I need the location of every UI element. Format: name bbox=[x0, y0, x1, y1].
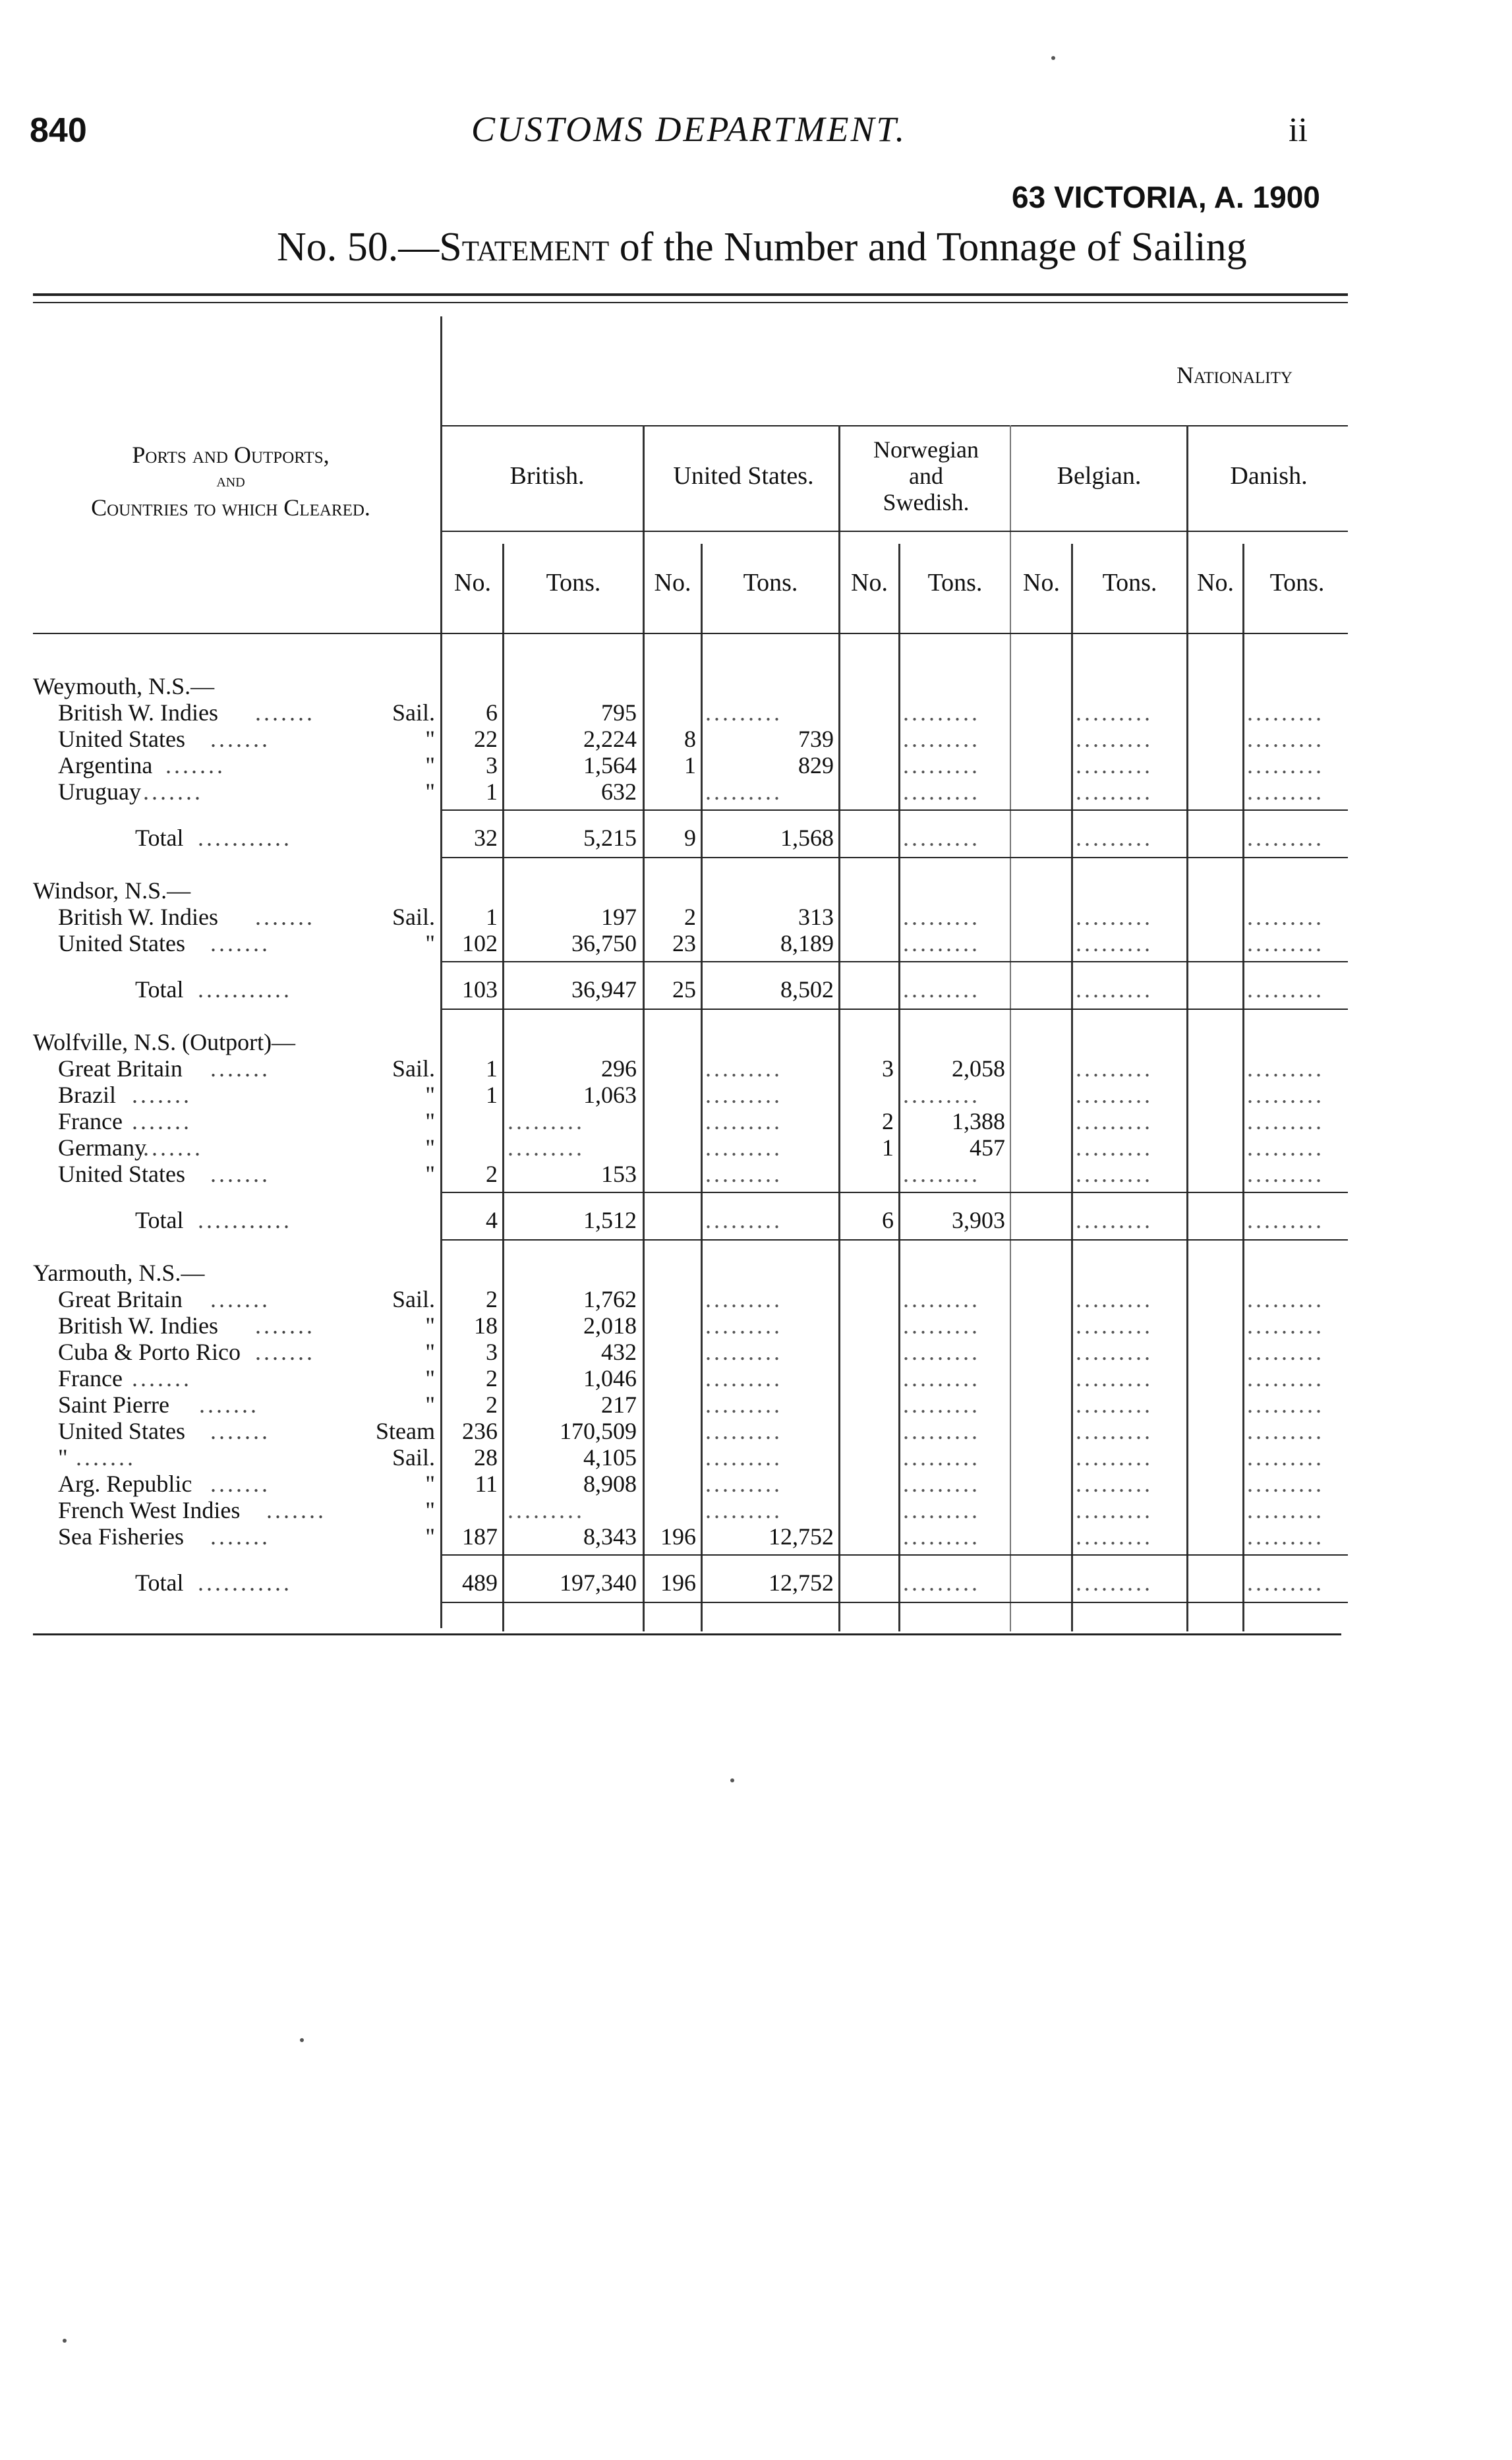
dot-leader: ......... bbox=[1076, 1365, 1153, 1391]
cell-tons: 153 bbox=[601, 1161, 637, 1187]
cell-no: 2 bbox=[882, 1108, 894, 1134]
cell-no: 2 bbox=[486, 1286, 498, 1312]
dot-leader: ....... bbox=[132, 1365, 192, 1391]
destination-label: United States bbox=[58, 930, 185, 956]
cell-no: 6 bbox=[486, 699, 498, 726]
port-heading: Yarmouth, N.S.— bbox=[33, 1260, 205, 1286]
cell-tons: 313 bbox=[798, 904, 834, 930]
cell-tons: 632 bbox=[601, 778, 637, 805]
cell-no: 3 bbox=[486, 1339, 498, 1365]
cell-no: 25 bbox=[672, 976, 696, 1003]
dot-leader: ......... bbox=[1247, 699, 1324, 726]
col-divider-nor bbox=[838, 425, 840, 1631]
dot-leader: ......... bbox=[1247, 1161, 1324, 1187]
cell-no: 4 bbox=[486, 1207, 498, 1233]
total-rule bbox=[442, 1602, 1348, 1603]
cell-tons: 2,224 bbox=[583, 726, 637, 752]
dot-leader: ......... bbox=[705, 1471, 782, 1497]
cell-tons: 1,564 bbox=[583, 752, 637, 778]
dot-leader: ......... bbox=[705, 1286, 782, 1312]
dot-leader: ......... bbox=[1247, 1471, 1324, 1497]
rig-type: " bbox=[425, 1082, 435, 1108]
rig-type: " bbox=[425, 778, 435, 805]
dot-leader: ......... bbox=[1247, 1523, 1324, 1550]
dot-leader: ......... bbox=[1076, 1134, 1153, 1161]
destination-label: British W. Indies bbox=[58, 699, 219, 726]
destination-label: Germany bbox=[58, 1134, 146, 1161]
cell-tons: 170,509 bbox=[560, 1418, 637, 1444]
col-divider-us bbox=[643, 425, 645, 1631]
dot-leader: ......... bbox=[903, 1471, 980, 1497]
dot-leader: ......... bbox=[705, 1339, 782, 1365]
subtotal-rule bbox=[442, 961, 1348, 962]
cell-tons: 1,388 bbox=[952, 1108, 1005, 1134]
dot-leader: ......... bbox=[1076, 904, 1153, 930]
dot-leader: ......... bbox=[903, 726, 980, 752]
cell-tons: 795 bbox=[601, 699, 637, 726]
destination-label: Brazil bbox=[58, 1082, 116, 1108]
stub-heading-line2: and bbox=[216, 471, 245, 491]
col-divider-dan bbox=[1186, 425, 1188, 1631]
subtotal-rule bbox=[442, 1554, 1348, 1556]
destination-label: " bbox=[58, 1444, 68, 1471]
dot-leader: ......... bbox=[1247, 1365, 1324, 1391]
cell-no: 9 bbox=[684, 825, 696, 851]
cell-no: 1 bbox=[684, 752, 696, 778]
nation-norwegian-swedish bbox=[844, 436, 1008, 515]
dot-leader: ......... bbox=[903, 1569, 980, 1596]
title-prefix: No. 50.— bbox=[277, 225, 440, 270]
cell-tons: 2,058 bbox=[952, 1055, 1005, 1082]
destination-label: Saint Pierre bbox=[58, 1391, 169, 1418]
destination-label: Cuba & Porto Rico bbox=[58, 1339, 241, 1365]
dot-leader: ......... bbox=[705, 1082, 782, 1108]
dot-leader: ......... bbox=[705, 1312, 782, 1339]
destination-label: Arg. Republic bbox=[58, 1471, 192, 1497]
sub-no: No. bbox=[1197, 569, 1234, 597]
title-keyword: Statement bbox=[439, 225, 610, 270]
dot-leader: ......... bbox=[903, 976, 980, 1003]
dot-leader: ......... bbox=[1247, 904, 1324, 930]
rig-type: Steam bbox=[376, 1418, 435, 1444]
cell-no: 18 bbox=[474, 1312, 498, 1339]
destination-label: United States bbox=[58, 1418, 185, 1444]
dot-leader: ........... bbox=[198, 1569, 292, 1596]
destination-label: United States bbox=[58, 726, 185, 752]
cell-no: 22 bbox=[474, 726, 498, 752]
sub-no: No. bbox=[654, 569, 691, 597]
dot-leader: ......... bbox=[1076, 699, 1153, 726]
dot-leader: ......... bbox=[1076, 1523, 1153, 1550]
cell-tons: 4,105 bbox=[583, 1444, 637, 1471]
sub-divider-3 bbox=[898, 544, 900, 1631]
dot-leader: ......... bbox=[1247, 1108, 1324, 1134]
dot-leader: ......... bbox=[903, 1497, 980, 1523]
col-divider-bel bbox=[1010, 425, 1011, 1631]
dot-leader: ....... bbox=[210, 930, 270, 956]
dot-leader: ......... bbox=[1247, 976, 1324, 1003]
dot-leader: ......... bbox=[1076, 1444, 1153, 1471]
dot-leader: ......... bbox=[508, 1108, 585, 1134]
dot-leader: ......... bbox=[1247, 778, 1324, 805]
cell-tons: 3,903 bbox=[952, 1207, 1005, 1233]
destination-label: British W. Indies bbox=[58, 1312, 219, 1339]
port-heading: Weymouth, N.S.— bbox=[33, 673, 215, 699]
total-label: Total bbox=[135, 825, 184, 851]
dot-leader: ......... bbox=[1247, 1055, 1324, 1082]
dot-leader: ......... bbox=[1076, 1108, 1153, 1134]
stub-heading-line3: Countries to which Cleared. bbox=[91, 494, 370, 521]
dot-leader: ......... bbox=[1076, 1339, 1153, 1365]
dot-leader: ....... bbox=[210, 1161, 270, 1187]
dot-leader: ......... bbox=[1247, 1418, 1324, 1444]
rig-type: Sail. bbox=[392, 1444, 435, 1471]
cell-tons: 457 bbox=[970, 1134, 1005, 1161]
dot-leader: ....... bbox=[255, 699, 315, 726]
cell-no: 196 bbox=[660, 1523, 696, 1550]
dot-leader: ......... bbox=[705, 1418, 782, 1444]
cell-tons: 8,343 bbox=[583, 1523, 637, 1550]
nation-danish: Danish. bbox=[1230, 462, 1308, 490]
rig-type: Sail. bbox=[392, 699, 435, 726]
dot-leader: ......... bbox=[903, 1161, 980, 1187]
destination-label: French West Indies bbox=[58, 1497, 241, 1523]
dot-leader: ......... bbox=[1076, 1161, 1153, 1187]
cell-no: 11 bbox=[475, 1471, 498, 1497]
nation-british: British. bbox=[509, 462, 585, 490]
destination-label: British W. Indies bbox=[58, 904, 219, 930]
dot-leader: ......... bbox=[1076, 1082, 1153, 1108]
rig-type: Sail. bbox=[392, 1055, 435, 1082]
cell-no: 8 bbox=[684, 726, 696, 752]
cell-tons: 217 bbox=[601, 1391, 637, 1418]
rig-type: Sail. bbox=[392, 1286, 435, 1312]
dot-leader: ......... bbox=[903, 1365, 980, 1391]
nationality-rule bbox=[442, 425, 1348, 426]
page-number: 840 bbox=[30, 111, 87, 150]
nor-line3: Swedish. bbox=[883, 489, 970, 515]
cell-tons: 197 bbox=[601, 904, 637, 930]
header-bottom-rule bbox=[33, 633, 1348, 634]
rig-type: " bbox=[425, 1523, 435, 1550]
rig-type: " bbox=[425, 726, 435, 752]
dot-leader: ......... bbox=[1076, 825, 1153, 851]
port-heading: Windsor, N.S.— bbox=[33, 877, 191, 904]
scan-mark bbox=[63, 2339, 67, 2343]
scan-mark bbox=[1051, 56, 1055, 60]
cell-no: 1 bbox=[486, 904, 498, 930]
dot-leader: ........... bbox=[198, 825, 292, 851]
dot-leader: ......... bbox=[1247, 1497, 1324, 1523]
dot-leader: ......... bbox=[1247, 1444, 1324, 1471]
cell-no: 32 bbox=[474, 825, 498, 851]
dot-leader: ......... bbox=[1076, 1471, 1153, 1497]
dot-leader: ......... bbox=[1247, 825, 1324, 851]
scan-mark bbox=[300, 2038, 304, 2042]
nor-line2: and bbox=[909, 463, 943, 489]
dot-leader: ......... bbox=[1076, 1391, 1153, 1418]
sub-divider-4 bbox=[1071, 544, 1073, 1631]
cell-tons: 739 bbox=[798, 726, 834, 752]
dot-leader: ......... bbox=[903, 825, 980, 851]
nation-rule bbox=[442, 531, 1348, 532]
sub-tons: Tons. bbox=[743, 569, 798, 597]
dot-leader: ......... bbox=[1076, 1207, 1153, 1233]
dot-leader: ......... bbox=[705, 1055, 782, 1082]
dot-leader: ....... bbox=[132, 1108, 192, 1134]
destination-label: Great Britain bbox=[58, 1055, 183, 1082]
dot-leader: ....... bbox=[199, 1391, 259, 1418]
destination-label: Great Britain bbox=[58, 1286, 183, 1312]
sub-tons: Tons. bbox=[546, 569, 601, 597]
total-label: Total bbox=[135, 976, 184, 1003]
cell-tons: 296 bbox=[601, 1055, 637, 1082]
dot-leader: ......... bbox=[903, 1339, 980, 1365]
dot-leader: ........... bbox=[198, 976, 292, 1003]
cell-tons: 36,750 bbox=[571, 930, 637, 956]
cell-no: 102 bbox=[462, 930, 498, 956]
dot-leader: ......... bbox=[903, 930, 980, 956]
dot-leader: ......... bbox=[903, 1312, 980, 1339]
dot-leader: ......... bbox=[903, 1082, 980, 1108]
sub-tons: Tons. bbox=[1269, 569, 1325, 597]
cell-no: 2 bbox=[684, 904, 696, 930]
rig-type: Sail. bbox=[392, 904, 435, 930]
cell-tons: 1,568 bbox=[780, 825, 834, 851]
dot-leader: ......... bbox=[705, 1391, 782, 1418]
nation-belgian: Belgian. bbox=[1057, 462, 1142, 490]
cell-tons: 2,018 bbox=[583, 1312, 637, 1339]
dot-leader: ......... bbox=[705, 1108, 782, 1134]
dot-leader: ......... bbox=[705, 1134, 782, 1161]
nation-united-states: United States. bbox=[673, 462, 814, 490]
dot-leader: ......... bbox=[705, 1365, 782, 1391]
dot-leader: ......... bbox=[705, 1207, 782, 1233]
dot-leader: ....... bbox=[266, 1497, 326, 1523]
rig-type: " bbox=[425, 930, 435, 956]
cell-tons: 1,046 bbox=[583, 1365, 637, 1391]
dot-leader: ......... bbox=[508, 1497, 585, 1523]
cell-no: 489 bbox=[462, 1569, 498, 1596]
stub-heading-line1: Ports and Outports, bbox=[132, 442, 330, 468]
rig-type: " bbox=[425, 1339, 435, 1365]
rig-type: " bbox=[425, 1134, 435, 1161]
sub-divider-5 bbox=[1242, 544, 1244, 1631]
dot-leader: ......... bbox=[903, 778, 980, 805]
subtotal-rule bbox=[442, 1192, 1348, 1193]
cell-no: 23 bbox=[672, 930, 696, 956]
cell-no: 1 bbox=[486, 1082, 498, 1108]
destination-label: Uruguay bbox=[58, 778, 141, 805]
stub-heading bbox=[26, 442, 435, 521]
dot-leader: ....... bbox=[255, 1339, 315, 1365]
total-rule bbox=[442, 1009, 1348, 1010]
cell-no: 196 bbox=[660, 1569, 696, 1596]
cell-tons: 5,215 bbox=[583, 825, 637, 851]
dot-leader: ....... bbox=[255, 904, 315, 930]
cell-no: 28 bbox=[474, 1444, 498, 1471]
cell-tons: 12,752 bbox=[769, 1569, 834, 1596]
dot-leader: ......... bbox=[508, 1134, 585, 1161]
dot-leader: ......... bbox=[1247, 1569, 1324, 1596]
port-heading: Wolfville, N.S. (Outport)— bbox=[33, 1029, 296, 1055]
dot-leader: ....... bbox=[132, 1082, 192, 1108]
dot-leader: ......... bbox=[1076, 1418, 1153, 1444]
volume-number: ii bbox=[1289, 111, 1308, 149]
dot-leader: ......... bbox=[1247, 1391, 1324, 1418]
dot-leader: ......... bbox=[903, 1391, 980, 1418]
dot-leader: ....... bbox=[210, 1055, 270, 1082]
dot-leader: ....... bbox=[143, 1134, 203, 1161]
cell-no: 2 bbox=[486, 1391, 498, 1418]
dot-leader: ......... bbox=[705, 778, 782, 805]
cell-no: 1 bbox=[486, 778, 498, 805]
destination-label: Argentina bbox=[58, 752, 153, 778]
dot-leader: ......... bbox=[903, 1286, 980, 1312]
dot-leader: ......... bbox=[1076, 930, 1153, 956]
dot-leader: ......... bbox=[1247, 1339, 1324, 1365]
destination-label: France bbox=[58, 1365, 123, 1391]
dot-leader: ......... bbox=[903, 699, 980, 726]
session-label: 63 VICTORIA, A. 1900 bbox=[1012, 180, 1320, 214]
subtotal-rule bbox=[442, 809, 1348, 811]
dot-leader: ....... bbox=[210, 1471, 270, 1497]
dot-leader: ......... bbox=[1076, 1569, 1153, 1596]
sub-divider-2 bbox=[701, 544, 703, 1631]
cell-no: 236 bbox=[462, 1418, 498, 1444]
rig-type: " bbox=[425, 1391, 435, 1418]
cell-tons: 8,502 bbox=[780, 976, 834, 1003]
nationality-heading: Nationality bbox=[1177, 362, 1293, 388]
dot-leader: ......... bbox=[1076, 778, 1153, 805]
dot-leader: ......... bbox=[1076, 976, 1153, 1003]
dot-leader: ......... bbox=[705, 699, 782, 726]
sub-no: No. bbox=[454, 569, 491, 597]
sub-no: No. bbox=[851, 569, 888, 597]
sub-divider-1 bbox=[502, 544, 504, 1631]
cell-no: 3 bbox=[486, 752, 498, 778]
dot-leader: ....... bbox=[255, 1312, 315, 1339]
dot-leader: ......... bbox=[1076, 1312, 1153, 1339]
dot-leader: ......... bbox=[903, 1444, 980, 1471]
dot-leader: ......... bbox=[1247, 752, 1324, 778]
dot-leader: ......... bbox=[903, 752, 980, 778]
title-rest: of the Number and Tonnage of Sailing bbox=[609, 225, 1247, 270]
dot-leader: ......... bbox=[1247, 930, 1324, 956]
destination-label: Sea Fisheries bbox=[58, 1523, 184, 1550]
rig-type: " bbox=[425, 1471, 435, 1497]
cell-no: 2 bbox=[486, 1161, 498, 1187]
rig-type: " bbox=[425, 1497, 435, 1523]
total-rule bbox=[442, 857, 1348, 858]
total-label: Total bbox=[135, 1207, 184, 1233]
dot-leader: ........... bbox=[198, 1207, 292, 1233]
cell-tons: 829 bbox=[798, 752, 834, 778]
sub-tons: Tons. bbox=[927, 569, 983, 597]
dot-leader: ....... bbox=[76, 1444, 136, 1471]
destination-label: United States bbox=[58, 1161, 185, 1187]
running-head: CUSTOMS DEPARTMENT. bbox=[471, 109, 907, 149]
dot-leader: ....... bbox=[143, 778, 203, 805]
sub-tons: Tons. bbox=[1102, 569, 1157, 597]
cell-no: 103 bbox=[462, 976, 498, 1003]
dot-leader: ......... bbox=[1247, 726, 1324, 752]
dot-leader: ......... bbox=[1076, 726, 1153, 752]
cell-tons: 1,063 bbox=[583, 1082, 637, 1108]
rig-type: " bbox=[425, 1365, 435, 1391]
dot-leader: ......... bbox=[705, 1497, 782, 1523]
dot-leader: ......... bbox=[1247, 1207, 1324, 1233]
cell-tons: 1,762 bbox=[583, 1286, 637, 1312]
cell-no: 1 bbox=[486, 1055, 498, 1082]
stub-divider bbox=[440, 316, 442, 1628]
dot-leader: ......... bbox=[903, 1523, 980, 1550]
cell-tons: 197,340 bbox=[560, 1569, 637, 1596]
cell-tons: 36,947 bbox=[571, 976, 637, 1003]
cell-no: 3 bbox=[882, 1055, 894, 1082]
dot-leader: ......... bbox=[705, 1161, 782, 1187]
dot-leader: ......... bbox=[1247, 1134, 1324, 1161]
dot-leader: ....... bbox=[165, 752, 225, 778]
cell-no: 187 bbox=[462, 1523, 498, 1550]
dot-leader: ....... bbox=[210, 1286, 270, 1312]
dot-leader: ....... bbox=[210, 1523, 270, 1550]
total-label: Total bbox=[135, 1569, 184, 1596]
cell-no: 1 bbox=[882, 1134, 894, 1161]
dot-leader: ......... bbox=[1247, 1312, 1324, 1339]
cell-tons: 12,752 bbox=[769, 1523, 834, 1550]
total-rule bbox=[442, 1239, 1348, 1241]
rig-type: " bbox=[425, 1312, 435, 1339]
dot-leader: ....... bbox=[210, 1418, 270, 1444]
cell-tons: 8,189 bbox=[780, 930, 834, 956]
dot-leader: ......... bbox=[903, 904, 980, 930]
cell-tons: 432 bbox=[601, 1339, 637, 1365]
dot-leader: ....... bbox=[210, 726, 270, 752]
scan-mark bbox=[730, 1778, 734, 1782]
sub-no: No. bbox=[1023, 569, 1060, 597]
destination-label: France bbox=[58, 1108, 123, 1134]
dot-leader: ......... bbox=[1076, 1497, 1153, 1523]
rig-type: " bbox=[425, 752, 435, 778]
dot-leader: ......... bbox=[1247, 1082, 1324, 1108]
rig-type: " bbox=[425, 1108, 435, 1134]
nor-line1: Norwegian bbox=[873, 436, 979, 463]
cell-no: 2 bbox=[486, 1365, 498, 1391]
bottom-rule bbox=[33, 1633, 1341, 1635]
dot-leader: ......... bbox=[1076, 1286, 1153, 1312]
dot-leader: ......... bbox=[1076, 1055, 1153, 1082]
cell-no: 6 bbox=[882, 1207, 894, 1233]
rig-type: " bbox=[425, 1161, 435, 1187]
cell-tons: 1,512 bbox=[583, 1207, 637, 1233]
cell-tons: 8,908 bbox=[583, 1471, 637, 1497]
dot-leader: ......... bbox=[1247, 1286, 1324, 1312]
dot-leader: ......... bbox=[903, 1418, 980, 1444]
dot-leader: ......... bbox=[1076, 752, 1153, 778]
dot-leader: ......... bbox=[705, 1444, 782, 1471]
